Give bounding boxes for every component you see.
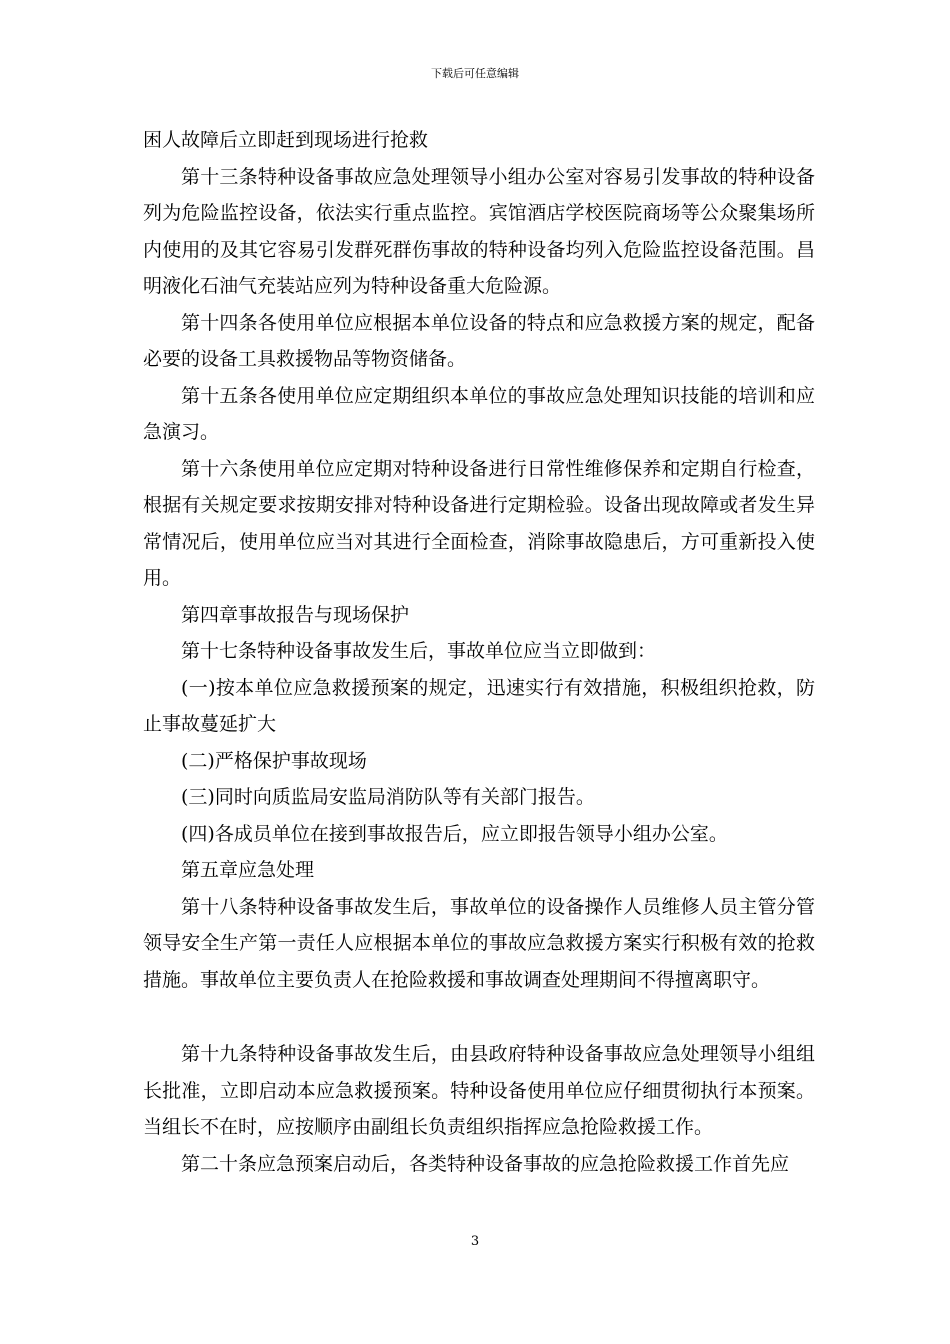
paragraph-article-18: 第十八条特种设备事故发生后，事故单位的设备操作人员维修人员主管分管领导安全生产第一责任人应根据本单位的事故应急救援方案实行积极有效的抢救措施。事故单位主要负责人在抢险救援和事故调查处理期间不得擅离职守。 <box>143 895 815 991</box>
page-header: 下载后可任意编辑 <box>431 67 519 80</box>
paragraph-article-15: 第十五条各使用单位应定期组织本单位的事故应急处理知识技能的培训和应急演习。 <box>143 384 815 443</box>
list-item-4: (四)各成员单位在接到事故报告后，应立即报告领导小组办公室。 <box>181 822 728 845</box>
paragraph-article-20: 第二十条应急预案启动后，各类特种设备事故的应急抢险救援工作首先应 <box>181 1152 790 1175</box>
list-item-2: (二)严格保护事故现场 <box>181 749 367 772</box>
paragraph-article-14: 第十四条各使用单位应根据本单位设备的特点和应急救援方案的规定，配备必要的设备工具救援物品等物资储备。 <box>143 311 815 370</box>
chapter-heading-5: 第五章应急处理 <box>181 859 315 881</box>
list-item-1: (一)按本单位应急救援预案的规定，迅速实行有效措施，积极组织抢救，防止事故蔓延扩大 <box>143 676 815 735</box>
blank-line <box>143 998 815 1036</box>
paragraph-article-16: 第十六条使用单位应定期对特种设备进行日常性维修保养和定期自行检查，根据有关规定要求按期安排对特种设备进行定期检验。设备出现故障或者发生异常情况后，使用单位应当对其进行全面检查，消除事故隐患后，方可重新投入使用。 <box>143 457 815 589</box>
paragraph-continuation: 困人故障后立即赶到现场进行抢救 <box>143 129 429 151</box>
paragraph-article-13: 第十三条特种设备事故应急处理领导小组办公室对容易引发事故的特种设备列为危险监控设备，依法实行重点监控。宾馆酒店学校医院商场等公众聚集场所内使用的及其它容易引发群死群伤事故的特种设备均列入危险监控设备范围。昌明液化石油气充装站应列为特种设备重大危险源。 <box>143 165 815 297</box>
chapter-heading-4: 第四章事故报告与现场保护 <box>181 603 410 626</box>
paragraph-article-17: 第十七条特种设备事故发生后，事故单位应当立即做到： <box>181 640 657 662</box>
document-body <box>143 122 815 1182</box>
page-number: 3 <box>470 1234 480 1249</box>
paragraph-article-19: 第十九条特种设备事故发生后，由县政府特种设备事故应急处理领导小组组长批准，立即启动本应急救援预案。特种设备使用单位应仔细贯彻执行本预案。当组长不在时，应按顺序由副组长负责组织指挥应急抢险救援工作。 <box>143 1043 815 1138</box>
list-item-3: (三)同时向质监局安监局消防队等有关部门报告。 <box>181 786 595 808</box>
